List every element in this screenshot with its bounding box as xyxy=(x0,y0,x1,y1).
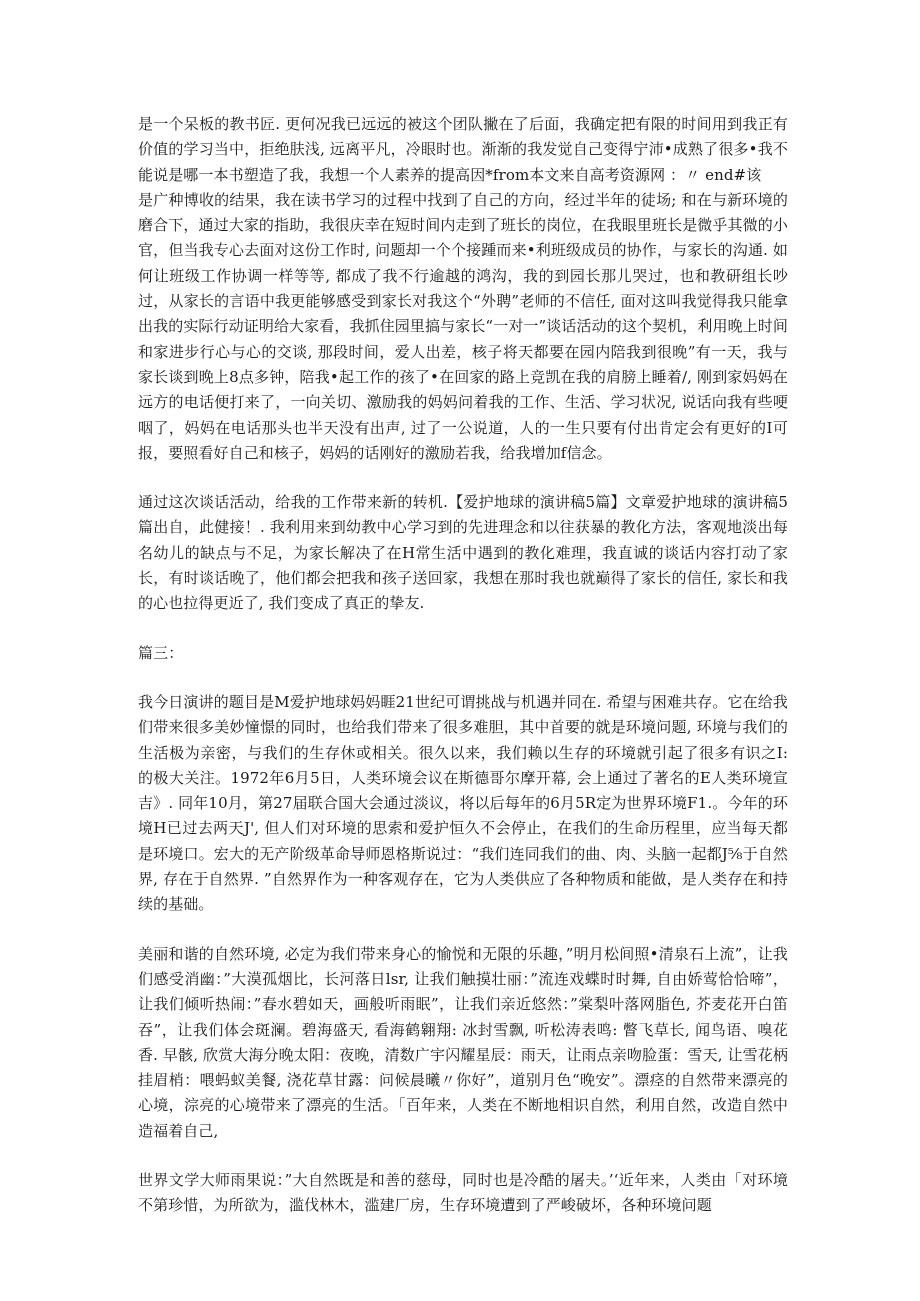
paragraph-4: 我今日演讲的题目是M爱护地球妈妈睚21世纪可谓挑战与机遇并同在. 希望与困难共存。它在给我们带来很多美妙憧憬的同时，也给我们带来了很多难胆，其中首要的就是环境问题, 环境与我们的生活极为亲密，与我们的生存休或相关。很久以来，我们赖以生存的环境就引起了很多有识之I: 的极大关注。1972年6月5日，人类环境会议在斯德哥尔摩开幕, 会上通过了著名的E人类环境宣吉》. 同年10月，第27届联合国大会通过淡议，将以后每年的6月5R定为世界环境F1.。今年的环境H已过去两天J', 但人们对环境的思索和爱护恒久不会停止，在我们的生命历程里，应当每天都是环境口。宏大的无产阶级革命导师恩格斯说过：“我们连同我们的曲、肉、头脑一起都J⅝于自然界, 存在于自然界. ”自然界作为一种客观存在，它为人类供应了各种物质和能做，是人类存在和持续的基础。 xyxy=(138,692,788,914)
paragraph-2: 是广种博收的结果，我在读书学习的过程中找到了自己的方向，经过半年的徒场; 和在与新环境的磨合下，通过大家的指助，我很庆幸在短时间内走到了班长的岗位，在我眼里班长是微乎其微的小官，但当我专心去面对这份工作时, 问题却一个个接踵而来•利班级成员的协作，与家长的沟通. 如何让班级工作协调一样等等, 都成了我不行逾越的鸿沟，我的到园长那儿哭过，也和教研组长吵过，从家长的言语中我更能够感受到家长对我这个“外聘”老师的不信任, 面对这叫我觉得我只能拿出我的实际行动证明给大家看，我抓住园里搞与家长“一对一”谈话活动的这个契机，利用晚上时间和家进步行心与心的交谈, 那段时间，爱人出差，核子将天都要在园内陪我到很晚”有一天，我与家长谈到晚上8点多钟，陪我•起工作的孩了•在回家的路上竞凯在我的肩膀上睡着/, 刚到家妈妈在远方的电话便打来了，一向关切、激励我的妈妈问着我的工作、生活、学习状况, 说话向我有些哽咽了，妈妈在电话那头也半天没有出声, 过了一公说道，人的一生只要有付出肯定会有更好的I可报，要照看好自己和核子，妈妈的话刚好的激励若我，给我增加f信念。 xyxy=(138,190,788,462)
paragraph-1: 是一个呆板的教书匠. 更何况我已远远的被这个团队撇在了后面，我确定把有限的时间用到我正有价值的学习当中，拒绝肤浅, 远离平凡，冷眼时也。渐渐的我发觉自己变得宁沛•成熟了很多•我不能说是哪一本书塑造了我，我想一个人素养的提高因*from本文来自高考资源网 ：〃 end#该 xyxy=(138,115,788,184)
paragraph-5: 美丽和谐的自然环境, 必定为我们带来身心的愉悦和无限的乐趣，”明月松间照•清泉石上流”，让我们感受消幽：”大漠孤烟比，长河落日lsr, 让我们触摸壮丽：”流连戏蝶时时舞, 自由娇莺恰恰啼”，让我们倾听热闹：”春水碧如天，画般听雨眠”，让我们亲近悠然：”棠梨叶落网脂色, 芥麦花开白笛吞”，让我们体会斑澜。碧海盛天, 看海鹤翱翔: 冰封雪飘, 听松涛表鸣: 瞥飞草长, 闻鸟语、嗅花香. 早骸, 欣赏大海分晚太阳：夜晚，清数广宇闪耀星辰：雨天，让雨点亲吻脸蛋：雪天, 让雪花柄挂眉梢：喂蚂蚁美餐, 浇花草甘露：问候晨曦〃你好”，道别月色“晚安”。漂痉的自然带来漂亮的心境，淙亮的心境带来了漂亮的生活。「百年来，人类在不断地相识自然，利用自然，改造自然中造福着自己, xyxy=(138,944,788,1140)
section-heading: 篇三： xyxy=(138,643,184,662)
document-page xyxy=(138,112,788,1219)
paragraph-6: 世界文学大师雨果说：”大自然既是和善的慈母，同时也是冷酷的屠夫。’‘近年来，人类由「对环境不第珍惜，为所欲为，滥伐林木，滥建厂房，生存环境遭到了严峻破坏，各种环境问题 xyxy=(138,1170,788,1215)
paragraph-3: 通过这次谈话活动，给我的工作带来新的转机.【爱护地球的演讲稿5篇】文章爱护地球的演讲稿5篇出自，此健接！. 我利用来到幼教中心学习到的先进理念和以往获暴的教化方法，客观地淡出每名幼儿的缺点与不足，为家长解决了在H常生活中遇到的教化难理，我直诚的谈话内容打动了家长，有时谈话晚了，他们都会把我和孩子送回家，我想在那时我也就巅得了家长的信任, 家长和我的心也拉得更近了, 我们变成了真正的挚友. xyxy=(138,493,788,613)
